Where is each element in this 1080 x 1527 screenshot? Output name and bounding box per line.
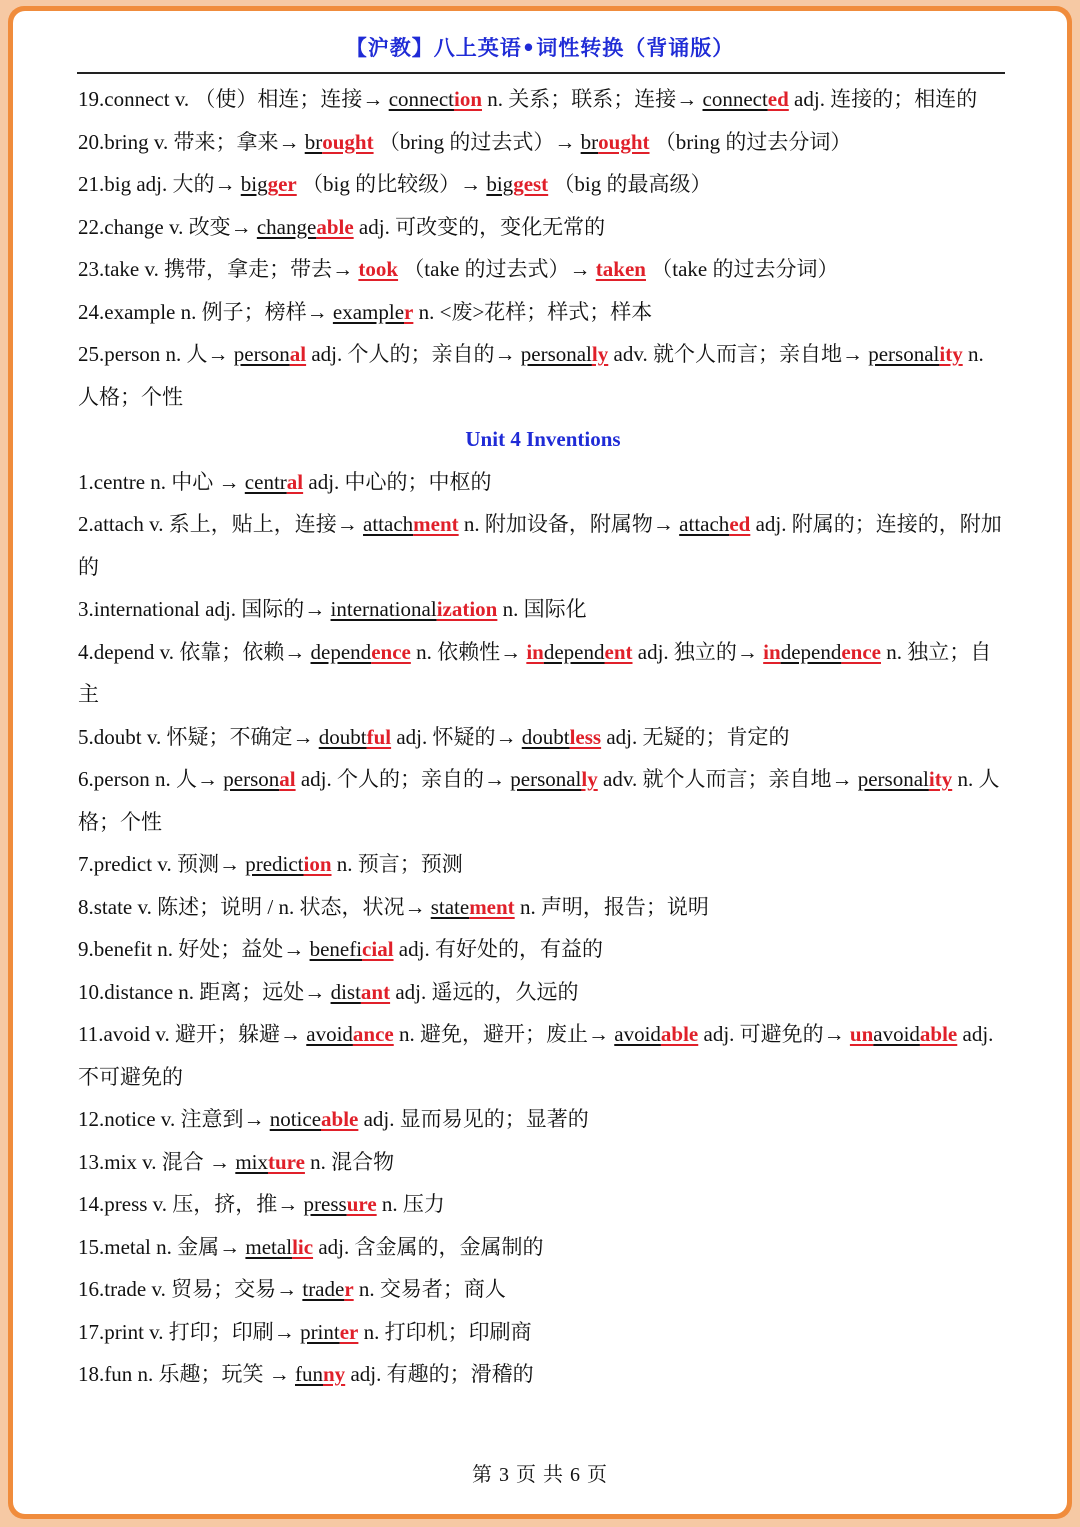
word-root: international	[330, 597, 437, 621]
word-suffix-highlight: able	[316, 214, 354, 239]
entry-text: 15.metal n. 金属→	[78, 1234, 246, 1259]
entry-text: adj. 怀疑的→	[391, 724, 522, 749]
word-suffix-highlight: ance	[352, 1022, 394, 1046]
entry-text: n. 依赖性→	[410, 639, 527, 664]
word-suffix-highlight: ure	[346, 1192, 377, 1216]
entry-text: n. 压力	[376, 1192, 445, 1216]
vocab-entry	[78, 291, 1008, 334]
vocab-entry	[78, 1268, 1008, 1311]
vocab-entry	[78, 503, 1008, 588]
entry-text: （take 的过去式）→	[398, 257, 596, 281]
word-suffix-highlight: ity	[939, 342, 963, 366]
entry-text: adj. 附属的；连接的，附加的	[78, 512, 1002, 579]
vocab-entry	[78, 631, 1008, 716]
word-suffix-highlight: ly	[591, 342, 609, 366]
word-root: centr	[244, 469, 287, 494]
vocab-entry	[78, 1141, 1008, 1184]
vocab-entry	[78, 248, 1008, 291]
word-suffix-highlight: ought	[322, 129, 374, 154]
word-root: attach	[363, 512, 414, 536]
vocab-entry	[78, 206, 1008, 249]
word-root: personal	[868, 342, 940, 366]
word-suffix-highlight: in	[763, 639, 781, 664]
word-root: depend	[543, 639, 605, 664]
vocab-entry	[78, 928, 1008, 971]
word-suffix-highlight: ment	[413, 512, 459, 536]
entry-text: adj. 个人的；亲自的→	[295, 767, 511, 791]
word-suffix-highlight: ion	[303, 852, 332, 876]
entry-text: 16.trade v. 贸易；交易→	[78, 1277, 303, 1301]
word-root: dist	[330, 979, 361, 1004]
word-root: state	[430, 894, 470, 919]
entry-text: adj. 显而易见的；显著的	[358, 1107, 589, 1131]
word-root: person	[233, 342, 290, 366]
entry-text: adj. 可改变的，变化无常的	[353, 214, 606, 239]
word-root: press	[303, 1192, 347, 1216]
entry-text: （big 的最高级）	[548, 172, 712, 196]
entry-text: 7.predict v. 预测→	[78, 852, 246, 876]
word-suffix-highlight: cial	[362, 937, 394, 961]
entry-text: 8.state v. 陈述；说明 / n. 状态，状况→	[78, 894, 431, 919]
word-root: personal	[520, 342, 592, 366]
word-suffix-highlight: gest	[513, 172, 549, 196]
page-header-title: 【沪教】八上英语•词性转换（背诵版）	[345, 36, 735, 60]
entry-text: （bring 的过去分词）	[649, 129, 852, 154]
entry-text: n. 混合物	[304, 1149, 395, 1174]
vocab-entry	[78, 758, 1008, 843]
entry-text: 25.person n. 人→	[78, 342, 234, 366]
word-root: personal	[857, 767, 929, 791]
entry-text: 12.notice v. 注意到→	[78, 1107, 270, 1131]
word-suffix-highlight: able	[919, 1022, 958, 1046]
entry-text: 13.mix v. 混合 →	[78, 1149, 236, 1174]
word-root: br	[304, 129, 323, 154]
entry-text: n. 人格；个性	[78, 342, 984, 409]
word-suffix-highlight: took	[358, 257, 399, 281]
entry-text: n. <废>花样；样式；样本	[413, 299, 653, 324]
word-suffix-highlight: ant	[360, 979, 391, 1004]
vocab-entry	[78, 971, 1008, 1014]
vocab-entry	[78, 1098, 1008, 1141]
entry-text: n. 预言；预测	[331, 852, 463, 876]
entry-text: adj. 中心的；中枢的	[303, 469, 492, 494]
entry-text: adj. 连接的；相连的	[788, 87, 978, 111]
entry-text: n. 关系；联系；连接→	[482, 87, 703, 111]
word-suffix-highlight: un	[849, 1022, 874, 1046]
page-footer-number: 第 3 页 共 6 页	[472, 1464, 608, 1486]
word-root: connect	[388, 87, 454, 111]
word-root: example	[332, 299, 405, 324]
entry-text: adj. 含金属的，金属制的	[313, 1234, 544, 1259]
word-root: personal	[510, 767, 582, 791]
word-suffix-highlight: taken	[595, 257, 646, 281]
vocabulary-content	[78, 78, 1008, 1396]
word-root: depend	[780, 639, 842, 664]
entry-text: n. 声明，报告；说明	[514, 894, 709, 919]
vocab-entry	[78, 163, 1008, 206]
entry-text: 9.benefit n. 好处；益处→	[78, 937, 310, 961]
entry-text: 18.fun n. 乐趣；玩笑 →	[78, 1362, 295, 1386]
word-root: change	[256, 214, 317, 239]
vocab-entry	[78, 1311, 1008, 1354]
vocab-entry	[78, 1013, 1008, 1098]
vocab-entry	[78, 1353, 1008, 1396]
word-suffix-highlight: ence	[371, 639, 411, 664]
word-suffix-highlight: r	[404, 299, 414, 324]
entry-text: 23.take v. 携带，拿走；带去→	[78, 257, 359, 281]
entry-text: 11.avoid v. 避开；躲避→	[78, 1022, 307, 1046]
entry-text: adj. 无疑的；肯定的	[601, 724, 790, 749]
word-suffix-highlight: ought	[598, 129, 650, 154]
entry-text: adj. 有好处的，有益的	[393, 937, 603, 961]
word-suffix-highlight: er	[339, 1319, 359, 1344]
vocab-entry	[78, 78, 1008, 121]
word-suffix-highlight: ly	[581, 767, 598, 791]
vocab-entry	[78, 461, 1008, 504]
entry-text: （big 的比较级）→	[296, 172, 487, 196]
entry-text: 14.press v. 压，挤，推→	[78, 1192, 304, 1216]
entry-list-unit-4	[78, 461, 1008, 1396]
entry-text: n. 打印机；印刷商	[358, 1319, 532, 1344]
entry-text: （bring 的过去式）→	[373, 129, 581, 154]
entry-text: n. 附加设备，附属物→	[458, 512, 680, 536]
entry-text: n. 避免，避开；废止→	[393, 1022, 615, 1046]
entry-text: 2.attach v. 系上，贴上，连接→	[78, 512, 364, 536]
entry-text: 22.change v. 改变→	[78, 214, 257, 239]
vocab-entry	[78, 121, 1008, 164]
word-root: avoid	[614, 1022, 661, 1046]
word-suffix-highlight: lic	[292, 1234, 314, 1259]
word-root: connect	[702, 87, 768, 111]
entry-text: adj. 个人的；亲自的→	[306, 342, 521, 366]
entry-text: n. 国际化	[497, 597, 587, 621]
entry-text: 20.bring v. 带来；拿来→	[78, 129, 305, 154]
vocab-entry	[78, 843, 1008, 886]
entry-text: adj. 独立的→	[632, 639, 764, 664]
word-suffix-highlight: al	[279, 767, 296, 791]
entry-text: adj. 有趣的；滑稽的	[345, 1362, 534, 1386]
entry-text: 3.international adj. 国际的→	[78, 597, 331, 621]
entry-text: 10.distance n. 距离；远处→	[78, 979, 331, 1004]
word-suffix-highlight: ization	[436, 597, 498, 621]
word-suffix-highlight: able	[321, 1107, 359, 1131]
word-root: avoid	[873, 1022, 920, 1046]
entry-text: 24.example n. 例子；榜样→	[78, 299, 333, 324]
word-root: person	[223, 767, 280, 791]
vocab-entry	[78, 716, 1008, 759]
entry-text: 5.doubt v. 怀疑；不确定→	[78, 724, 319, 749]
word-suffix-highlight: ed	[767, 87, 789, 111]
word-suffix-highlight: ity	[928, 767, 953, 791]
word-suffix-highlight: less	[569, 724, 602, 749]
entry-text: 19.connect v. （使）相连；连接→	[78, 87, 389, 111]
entry-text: n. 独立；自主	[78, 639, 992, 706]
word-root: doubt	[318, 724, 367, 749]
entry-text: adv. 就个人而言；亲自地→	[608, 342, 869, 366]
word-suffix-highlight: ny	[323, 1362, 346, 1386]
entry-text: adv. 就个人而言；亲自地→	[597, 767, 858, 791]
header-divider	[77, 72, 1005, 74]
word-root: big	[486, 172, 514, 196]
word-root: notice	[269, 1107, 322, 1131]
word-root: fun	[295, 1362, 323, 1386]
word-suffix-highlight: ion	[453, 87, 482, 111]
vocab-entry	[78, 588, 1008, 631]
word-root: metal	[245, 1234, 293, 1259]
word-suffix-highlight: ent	[604, 639, 633, 664]
word-suffix-highlight: r	[344, 1277, 354, 1301]
word-root: attach	[679, 512, 730, 536]
word-suffix-highlight: ger	[267, 172, 297, 196]
entry-text: （take 的过去分词）	[645, 257, 839, 281]
vocab-entry	[78, 1183, 1008, 1226]
entry-text: adj. 遥远的，久远的	[390, 979, 579, 1004]
word-root: print	[300, 1319, 340, 1344]
entry-list-previous-unit	[78, 78, 1008, 418]
entry-text: n. 交易者；商人	[353, 1277, 506, 1301]
entry-text: 6.person n. 人→	[78, 767, 224, 791]
word-suffix-highlight: in	[526, 639, 544, 664]
vocab-entry	[78, 1226, 1008, 1269]
word-suffix-highlight: ence	[841, 639, 881, 664]
word-root: trade	[302, 1277, 345, 1301]
word-suffix-highlight: al	[289, 342, 307, 366]
vocab-entry	[78, 886, 1008, 929]
word-root: br	[580, 129, 599, 154]
unit-heading: Unit 4 Inventions	[465, 427, 621, 451]
entry-text: adj. 不可避免的	[78, 1022, 994, 1089]
word-root: benefi	[309, 937, 363, 961]
word-root: big	[240, 172, 268, 196]
entry-text: adj. 可避免的→	[698, 1022, 850, 1046]
word-root: doubt	[521, 724, 570, 749]
entry-text: 4.depend v. 依靠；依赖→	[78, 639, 311, 664]
word-suffix-highlight: ful	[366, 724, 392, 749]
word-suffix-highlight: ture	[267, 1149, 305, 1174]
word-root: avoid	[306, 1022, 353, 1046]
vocab-entry	[78, 333, 1008, 418]
word-root: mix	[235, 1149, 268, 1174]
word-suffix-highlight: able	[660, 1022, 699, 1046]
word-suffix-highlight: ment	[469, 894, 515, 919]
entry-text: 1.centre n. 中心 →	[78, 469, 245, 494]
entry-text: n. 人格；个性	[78, 767, 1000, 834]
word-suffix-highlight: al	[286, 469, 304, 494]
word-suffix-highlight: ed	[729, 512, 751, 536]
entry-text: 17.print v. 打印；印刷→	[78, 1319, 301, 1344]
word-root: predict	[245, 852, 304, 876]
document-page	[13, 11, 1067, 1514]
word-root: depend	[310, 639, 372, 664]
entry-text: 21.big adj. 大的→	[78, 172, 241, 196]
